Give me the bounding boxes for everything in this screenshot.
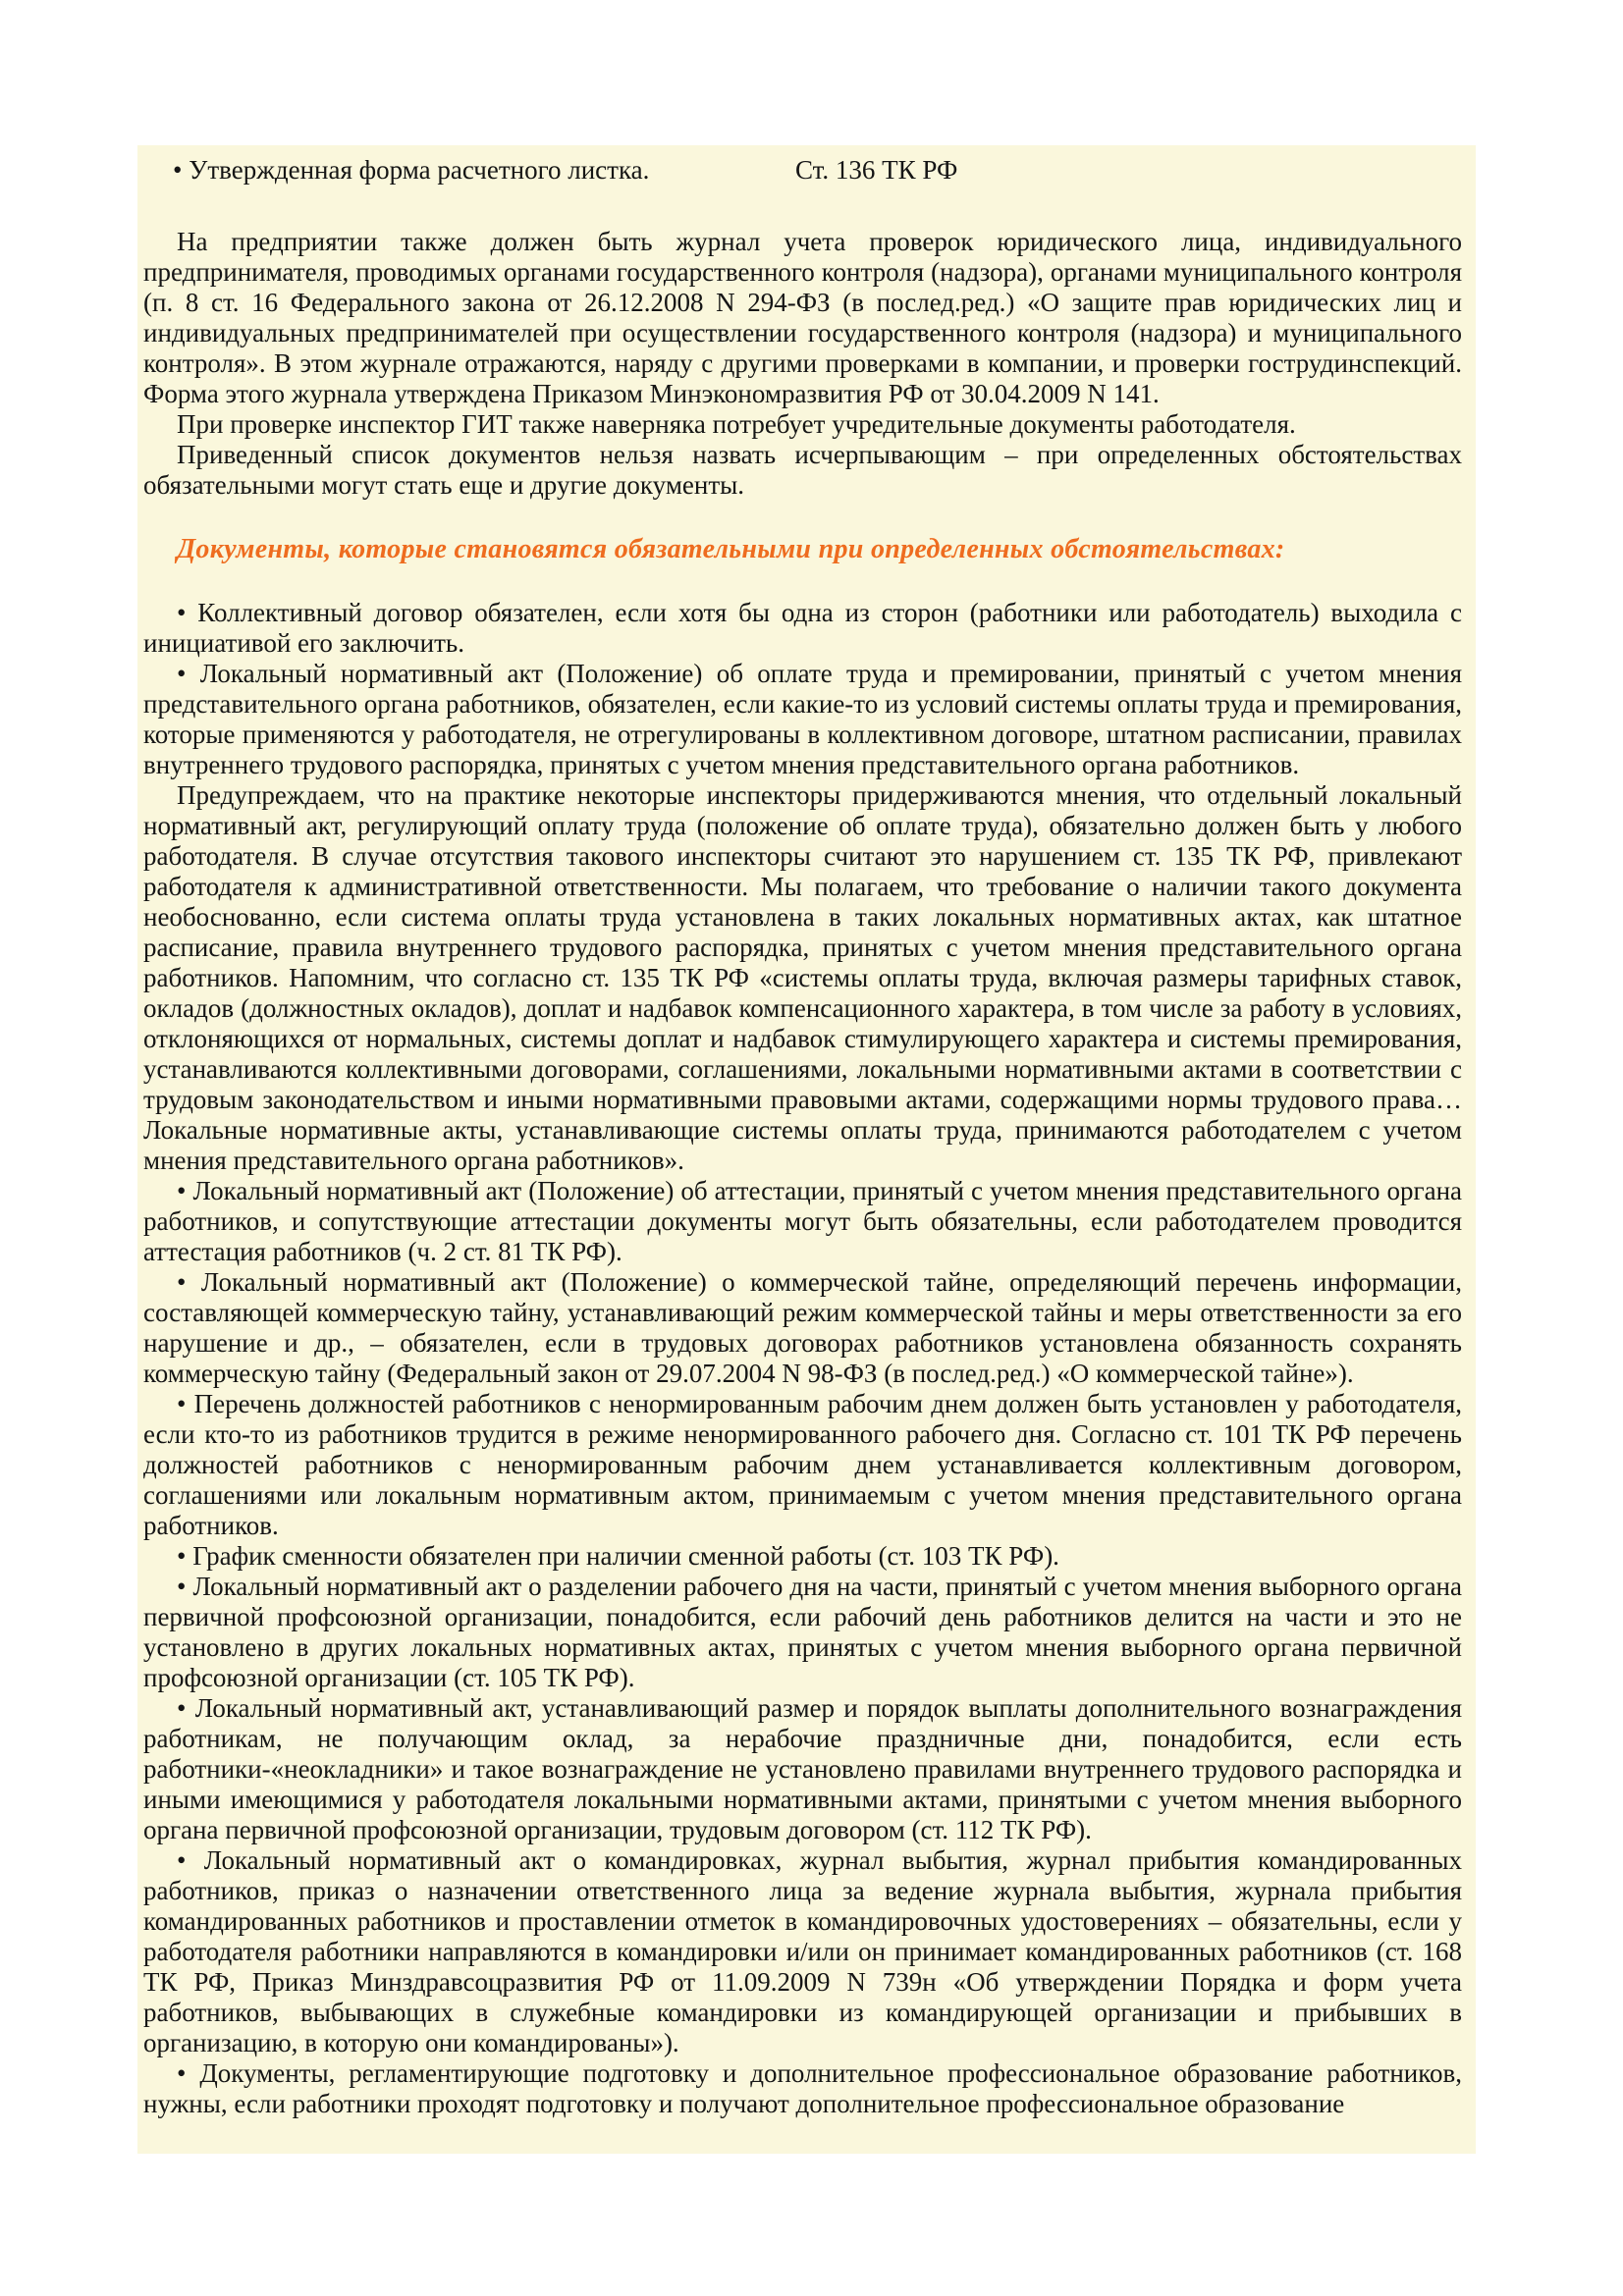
bullet-pay-and-bonus-regulation: • Локальный нормативный акт (Положение) об оплате труда и премировании, принятый с учетом мнения представительного органа работников, обязателен, если какие-то из условий системы оплаты труда и премирования, которые применяются у работодателя, не отрегулированы в коллективном договоре, штатном расписании, правилах внутреннего трудового распорядка, принятых с учетом мнения представительного органа работников. [143,659,1462,779]
bullet-training-documents: • Документы, регламентирующие подготовку и дополнительное профессиональное образование работников, нужны, если работники проходят подготовку и получают дополнительное профессиональное образование [143,2058,1462,2118]
paragraph-inspection-journal: На предприятии также должен быть журнал учета проверок юридического лица, индивидуального предпринимателя, проводимых органами государственного контроля (надзора), органами муниципального контроля (п. 8 ст. 16 Федерального закона от 26.12.2008 N 294-ФЗ (в послед.ред.) «О защите прав юридических лиц и индивидуальных предпринимателей при осуществлении государственного контроля (надзора) и муниципального контроля». В этом журнале отражаются, наряду с другими проверками в компании, и проверки гострудинспекций. Форма этого журнала утверждена Приказом Минэкономразвития РФ от 30.04.2009 N 141. [143,227,1462,408]
document-content-area [137,145,1476,2154]
paragraph-git-inspector: При проверке инспектор ГИТ также наверняка потребует учредительные документы работодателя. [177,409,1296,439]
paragraph-inspectors-warning-art-135: Предупреждаем, что на практике некоторые инспекторы придерживаются мнения, что отдельный локальный нормативный акт, регулирующий оплату труда (положение об оплате труда), обязательно должен быть у любого работодателя. В случае отсутствия такового инспекторы считают это нарушением ст. 135 ТК РФ, привлекают работодателя к административной ответственности. Мы полагаем, что требование о наличии такого документа необоснованно, если система оплаты труда установлена в таких локальных нормативных актах, как штатное расписание, правила внутреннего трудового распорядка, принятых с учетом мнения представительного органа работников. Напомним, что согласно ст. 135 ТК РФ «системы оплаты труда, включая размеры тарифных ставок, окладов (должностных окладов), доплат и надбавок компенсационного характера, в том числе за работу в условиях, отклоняющихся от нормальных, системы доплат и надбавок стимулирующего характера и системы премирования, устанавливаются коллективными договорами, соглашениями, локальными нормативными актами в соответствии с трудовым законодательством и иными нормативными правовыми актами, содержащими нормы трудового права… Локальные нормативные акты, устанавливающие системы оплаты труда, принимаются работодателем с учетом мнения представительного органа работников». [143,780,1462,1175]
bullet-irregular-hours-positions-list: • Перечень должностей работников с ненормированным рабочим днем должен быть установлен у работодателя, если кто-то из работников трудится в режиме ненормированного рабочего дня. Согласно ст. 101 ТК РФ перечень должностей работников с ненормированным рабочим днем устанавливается коллективным договором, соглашениями или локальным нормативным актом, принимаемым с учетом мнения представительного органа работников. [143,1389,1462,1540]
bullet-split-workday-act: • Локальный нормативный акт о разделении рабочего дня на части, принятый с учетом мнения выборного органа первичной профсоюзной организации, понадобится, если рабочий день работников делится на части и это не установлено в других локальных нормативных актах, принятых с учетом мнения выборного органа первичной профсоюзной организации (ст. 105 ТК РФ). [143,1572,1462,1692]
paragraph-list-not-exhaustive: Приведенный список документов нельзя назвать исчерпывающим – при определенных обстоятельствах обязательными могут стать еще и другие документы. [143,440,1462,500]
bullet-shift-schedule: • График сменности обязателен при наличии сменной работы (ст. 103 ТК РФ). [177,1541,1059,1571]
bullet-attestation-regulation: • Локальный нормативный акт (Положение) об аттестации, принятый с учетом мнения представительного органа работников, и сопутствующие аттестации документы могут быть обязательны, если работодателем проводится аттестация работников (ч. 2 ст. 81 ТК РФ). [143,1176,1462,1266]
doc-list-item-payslip-form [143,155,1462,186]
bullet-trade-secret-regulation: • Локальный нормативный акт (Положение) о коммерческой тайне, определяющий перечень информации, составляющей коммерческую тайну, устанавливающий режим коммерческой тайны и меры ответственности за его нарушение и др., – обязателен, если в трудовых договорах работников установлена обязанность сохранять коммерческую тайну (Федеральный закон от 29.07.2004 N 98-ФЗ (в послед.ред.) «О коммерческой тайне»). [143,1267,1462,1388]
section-heading-conditional-documents: Документы, которые становятся обязательными при определенных обстоятельствах: [177,534,1285,564]
bullet-business-trips-act: • Локальный нормативный акт о командировках, журнал выбытия, журнал прибытия командированных работников, приказ о назначении ответственного лица за ведение журнала выбытия, журнала прибытия командированных работников и проставлении отметок в командировочных удостоверениях – обязательны, если у работодателя работники направляются в командировки и/или он принимает командированных работников (ст. 168 ТК РФ, Приказ Минздравсоцразвития РФ от 11.09.2009 N 739н «Об утверждении Порядка и форм учета работников, выбывающих в служебные командировки из командирующей организации и прибывших в организацию, в которую они командированы»). [143,1845,1462,2057]
bullet-collective-agreement: • Коллективный договор обязателен, если хотя бы одна из сторон (работники или работодатель) выходила с инициативой его заключить. [143,598,1462,658]
doc-list-item-label: • Утвержденная форма расчетного листка. [173,155,650,185]
legal-ref-article-136: Ст. 136 ТК РФ [795,155,958,185]
bullet-holiday-pay-act: • Локальный нормативный акт, устанавливающий размер и порядок выплаты дополнительного вознаграждения работникам, не получающим оклад, за нерабочие праздничные дни, понадобится, если есть работники-«неокладники» и такое вознаграждение не установлено правилами внутреннего трудового распорядка и иными имеющимися у работодателя локальными нормативными актами, принятыми с учетом мнения выборного органа первичной профсоюзной организации, трудовым договором (ст. 112 ТК РФ). [143,1693,1462,1844]
